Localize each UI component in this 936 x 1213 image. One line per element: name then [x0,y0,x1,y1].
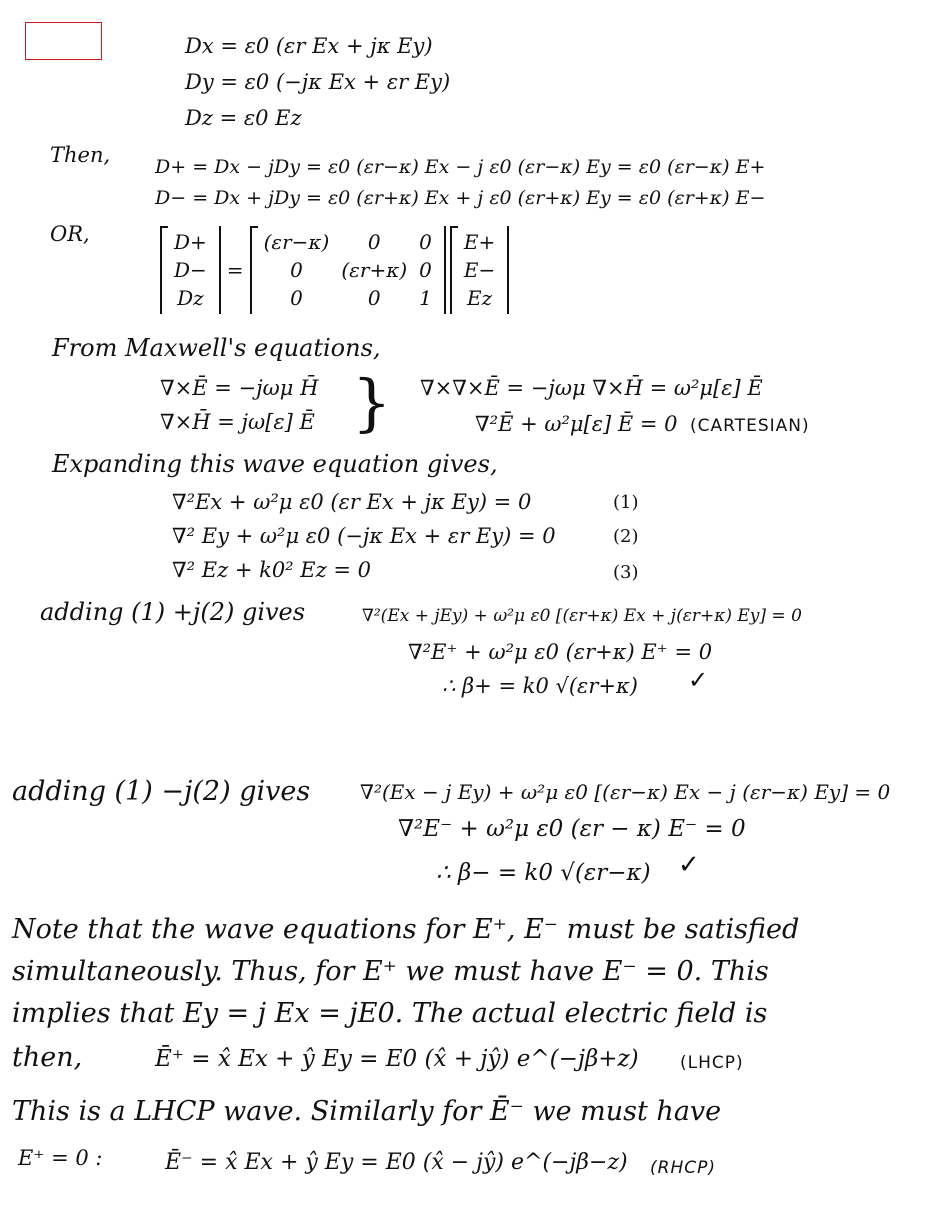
note-then: then, [12,1042,83,1073]
matrix-equals: = [226,258,244,282]
matrix-cell: 0 [419,258,432,282]
matrix-cell: 0 [419,230,432,254]
matrix-cell: 0 [290,286,303,310]
matrix-tensor [250,226,446,314]
eq-dz: Dz = ε0 Ez [185,106,302,130]
eq-adding-plus-reduced: ∇²E⁺ + ω²μ ε0 (εr+κ) E⁺ = 0 [408,640,713,664]
eq-curl-h: ∇×H̄ = jω[ε] Ē [160,410,315,434]
matrix-rhs-entry: E+ [463,230,496,254]
note-line-2: simultaneously. Thus, for E⁺ we must have E⁻ = 0. This [12,956,769,987]
label-or: OR, [50,222,90,246]
matrix-equation [160,226,509,314]
matrix-rhs-entry: Ez [466,286,493,310]
eq-beta-plus: ∴ β+ = k0 √(εr+κ) [442,674,638,698]
label-adding-minus: adding (1) −j(2) gives [12,776,311,807]
matrix-rhs-entry: E− [463,258,496,282]
eq-curl-e: ∇×Ē = −jωμ H̄ [160,376,319,400]
tag-cartesian: (CARTESIAN) [690,416,810,436]
eq-dminus: D− = Dx + jDy = ε0 (εr+κ) Ex + j ε0 (εr+κ) Ey = ε0 (εr+κ) E− [155,187,766,209]
matrix-lhs-vector [160,226,221,314]
note-line-5: This is a LHCP wave. Similarly for Ē⁻ we must have [12,1096,722,1127]
matrix-lhs-entry: Dz [177,286,204,310]
eq-2: ∇² Ey + ω²μ ε0 (−jκ Ex + εr Ey) = 0 [172,524,556,548]
label-adding-plus: adding (1) +j(2) gives [40,598,306,626]
matrix-cell: (εr+κ) [341,258,408,282]
matrix-lhs-entry: D− [174,258,207,282]
heading-from-maxwell: From Maxwell's equations, [52,334,381,362]
red-annotation-box [25,22,102,60]
note-line-1: Note that the wave equations for E⁺, E⁻ must be satisfied [12,914,800,945]
check-mark-icon: ✓ [678,850,700,880]
tag-rhcp: (RHCP) [650,1158,716,1178]
heading-expanding: Expanding this wave equation gives, [52,450,498,478]
check-mark-icon: ✓ [688,666,709,694]
matrix-lhs-entry: D+ [174,230,207,254]
note-condition: E⁺ = 0 : [18,1146,103,1170]
matrix-cell: 0 [290,258,303,282]
tag-lhcp: (LHCP) [680,1053,744,1073]
eq-beta-minus: ∴ β− = k0 √(εr−κ) [436,860,651,886]
matrix-cell: 1 [419,286,432,310]
right-brace: } [352,366,392,439]
matrix-cell: 0 [367,286,381,310]
eq-laplace: ∇²Ē + ω²μ[ε] Ē = 0 [475,412,678,436]
eq-2-tag: (2) [613,526,639,547]
eq-e-plus-field: Ē⁺ = x̂ Ex + ŷ Ey = E0 (x̂ + jŷ) e^(−jβ+z) [155,1046,639,1072]
matrix-rhs-vector [450,226,509,314]
eq-e-minus-field: Ē⁻ = x̂ Ex + ŷ Ey = E0 (x̂ − jŷ) e^(−jβ−z) [165,1150,628,1175]
eq-3-tag: (3) [613,562,639,583]
eq-adding-minus: ∇²(Ex − j Ey) + ω²μ ε0 [(εr−κ) Ex − j (εr−κ) Ey] = 0 [360,780,891,804]
matrix-cell: (εr−κ) [263,230,330,254]
eq-adding-minus-reduced: ∇²E⁻ + ω²μ ε0 (εr − κ) E⁻ = 0 [398,816,746,842]
note-line-3: implies that Ey = j Ex = jE0. The actual electric field is [12,998,768,1029]
eq-3: ∇² Ez + k0² Ez = 0 [172,558,371,582]
eq-1-tag: (1) [613,492,639,513]
label-then: Then, [50,143,111,167]
eq-dx: Dx = ε0 (εr Ex + jκ Ey) [185,34,433,58]
eq-adding-plus: ∇²(Ex + jEy) + ω²μ ε0 [(εr+κ) Ex + j(εr+κ) Ey] = 0 [362,606,802,626]
eq-dy: Dy = ε0 (−jκ Ex + εr Ey) [185,70,451,94]
eq-curl-curl: ∇×∇×Ē = −jωμ ∇×H̄ = ω²μ[ε] Ē [420,376,763,400]
eq-dplus: D+ = Dx − jDy = ε0 (εr−κ) Ex − j ε0 (εr−κ) Ey = ε0 (εr−κ) E+ [155,156,766,178]
eq-1: ∇²Ex + ω²μ ε0 (εr Ex + jκ Ey) = 0 [172,490,532,514]
matrix-cell: 0 [367,230,381,254]
